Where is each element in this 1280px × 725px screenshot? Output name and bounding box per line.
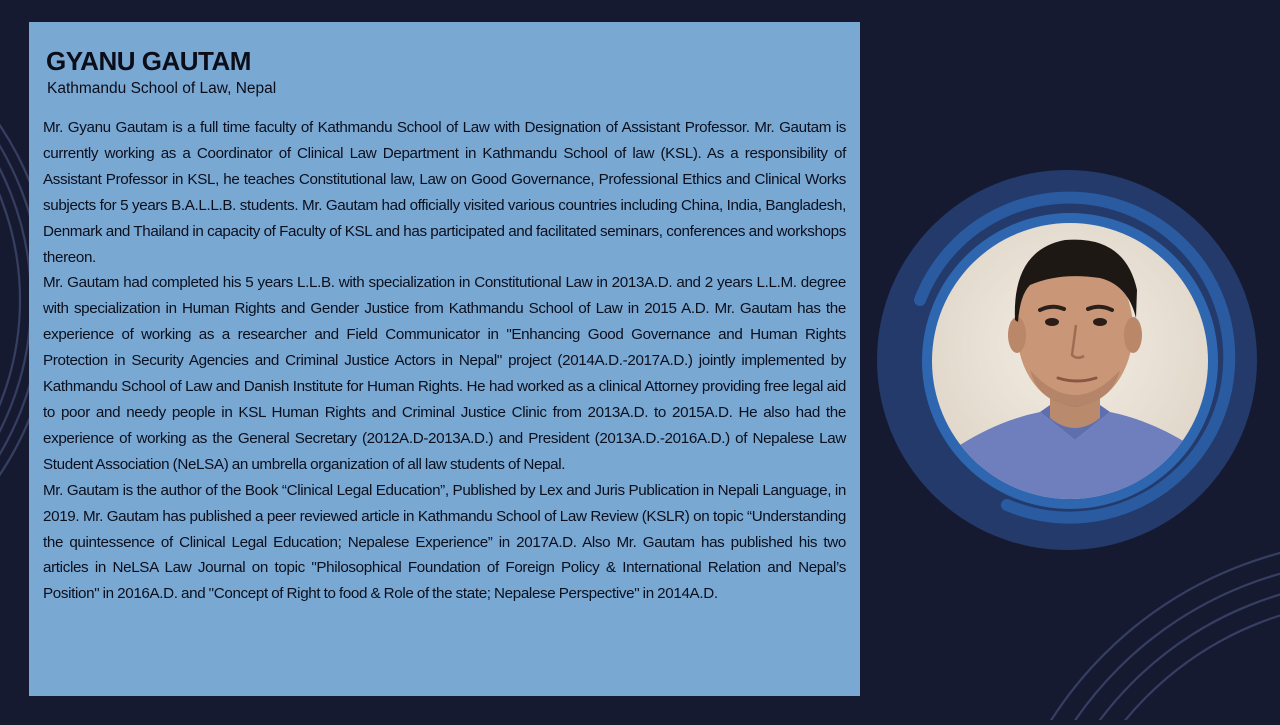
bio-paragraph: Mr. Gyanu Gautam is a full time faculty of Kathmandu School of Law with Designation of Assistant Professor. Mr. Gautam is currently working as a Coordinator of Clinical Law Department in Kathmandu School of law (KSL). As a responsibility of Assistant Professor in KSL, he teaches Constitutional law, Law on Good Governance, Professional Ethics and Clinical Works subjects for 5 years B.A.L.L.B. students. Mr. Gautam had officially visited various countries including China, India, Bangladesh, Denmark and Thailand in capacity of Faculty of KSL and has participated and facilitated seminars, conferences and workshops thereon. bbox=[43, 119, 846, 266]
bio-paragraph: Mr. Gautam is the author of the Book “Clinical Legal Education”, Published by Lex and Juris Publication in Nepali Language, in 2019. Mr. Gautam has published a peer reviewed article in Kathmandu School of Law Review (KSLR) on topic “Understanding the quintessence of Clinical Legal Education; Nepalese Experience” in 2017A.D. Also Mr. Gautam has published his two articles in NeLSA Law Journal on topic "Philosophical Foundation of Foreign Policy & International Relation and Nepal’s Position" in 2016A.D. and "Concept of Right to food & Role of the state; Nepalese Perspective" in 2014A.D. bbox=[43, 481, 846, 603]
person-name: GYANU GAUTAM bbox=[46, 46, 251, 76]
bio-paragraph: Mr. Gautam had completed his 5 years L.L.B. with specialization in Constitutional Law in 2013A.D. and 2 years L.L.M. degree with specialization in Human Rights and Gender Justice from Kathmandu School of Law in 2015 A.D. Mr. Gautam has the experience of working as a researcher and Field Communicator in "Enhancing Good Governance and Human Rights Protection in Security Agencies and Criminal Justice Actors in Nepal" project (2014A.D.-2017A.D.) jointly implemented by Kathmandu School of Law and Danish Institute for Human Rights. He had worked as a clinical Attorney providing free legal aid to poor and needy people in KSL Human Rights and Criminal Justice Clinic from 2013A.D. to 2015A.D. He also had the experience of working as the General Secretary (2012A.D-2013A.D.) and President (2013A.D.-2016A.D.) of Nepalese Law Student Association (NeLSA) an umbrella organization of all law students of Nepal. bbox=[43, 274, 846, 473]
person-affiliation: Kathmandu School of Law, Nepal bbox=[47, 80, 277, 97]
